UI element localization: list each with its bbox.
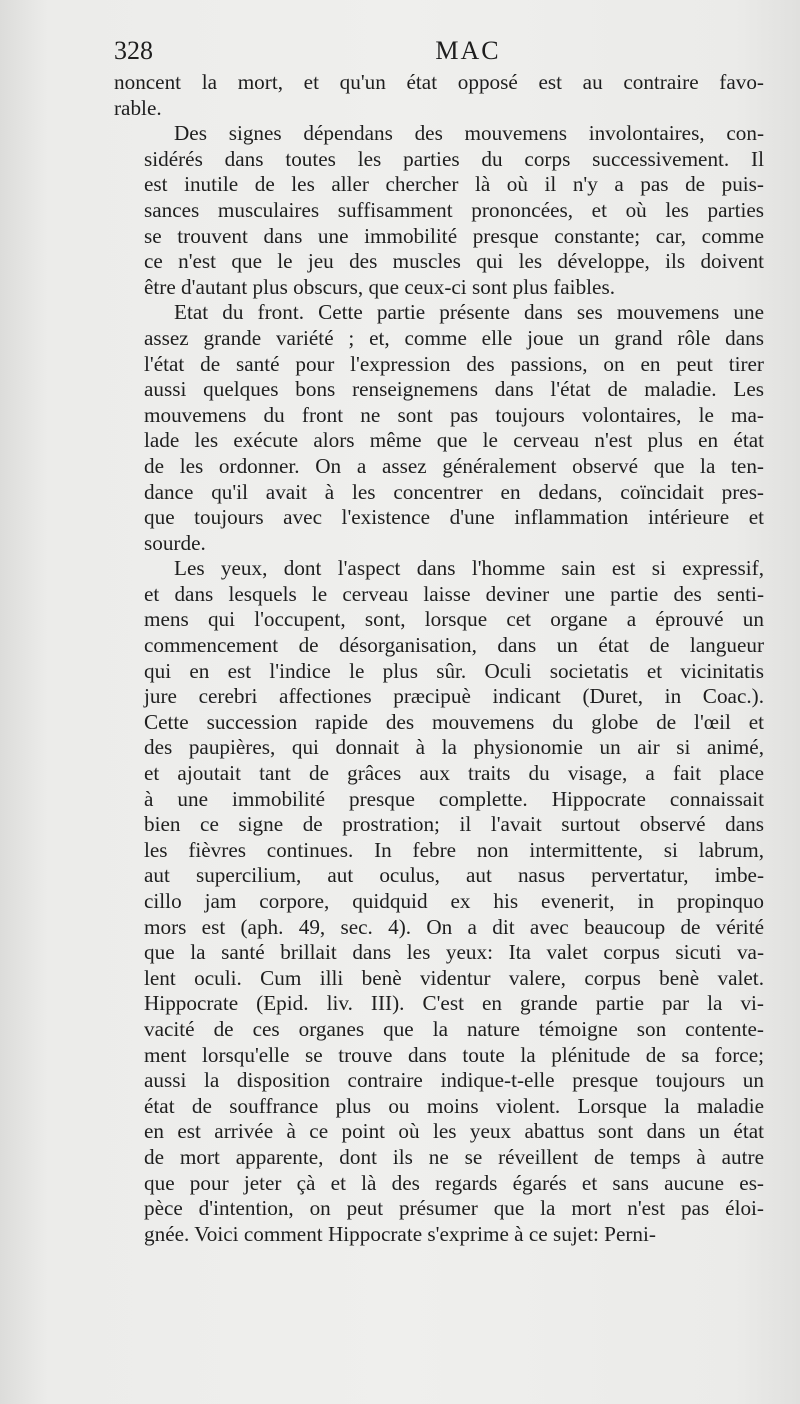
text-line: sourde. — [144, 530, 206, 555]
text-line: Cette succession rapide des mouvemens du globe de l'œil et — [144, 709, 764, 734]
text-line: sidérés dans toutes les parties du corps successivement. Il — [144, 146, 764, 171]
text-line: être d'autant plus obscurs, que ceux-ci sont plus faibles. — [144, 274, 615, 299]
running-head: MAC — [435, 36, 501, 65]
text-line: bien ce signe de prostration; il l'avait surtout observé dans — [144, 812, 764, 837]
text-line: qui en est l'indice le plus sûr. Oculi societatis et vicinitatis — [144, 658, 764, 683]
text-line: gnée. Voici comment Hippocrate s'exprime à ce sujet: Perni- — [144, 1221, 656, 1246]
text-line: que la santé brillait dans les yeux: Ita valet corpus sicuti va- — [144, 940, 764, 965]
text-line: mouvemens du front ne sont pas toujours volontaires, le ma- — [144, 402, 764, 427]
text-line: assez grande variété ; et, comme elle joue un grand rôle dans — [144, 325, 764, 350]
text-line: se trouvent dans une immobilité presque constante; car, comme — [144, 223, 764, 248]
text-line: Des signes dépendans des mouvemens involontaires, con- — [174, 121, 764, 146]
text-line: l'état de santé pour l'expression des passions, on en peut tirer — [144, 351, 764, 376]
text-line: de mort apparente, dont ils ne se réveillent de temps à autre — [144, 1144, 764, 1169]
text-line: lent oculi. Cum illi benè videntur valere, corpus benè valet. — [144, 965, 764, 990]
text-line: sances musculaires suffisamment prononcées, et où les parties — [144, 197, 764, 222]
paragraph — [114, 121, 764, 300]
text-line: Les yeux, dont l'aspect dans l'homme sain est si expressif, — [174, 556, 764, 581]
text-line: de les ordonner. On a assez généralement observé que la ten- — [144, 453, 764, 478]
text-line: que toujours avec l'existence d'une inflammation intérieure et — [144, 505, 764, 530]
text-line: en est arrivée à ce point où les yeux abattus sont dans un état — [144, 1119, 764, 1144]
body-text — [114, 70, 764, 1247]
text-line: aussi quelques bons renseignemens dans l'état de maladie. Les — [144, 377, 764, 402]
text-line: vacité de ces organes que la nature témoigne son contente- — [144, 1016, 764, 1041]
text-line: est inutile de les aller chercher là où il n'y a pas de puis- — [144, 172, 764, 197]
text-line: commencement de désorganisation, dans un état de langueur — [144, 633, 764, 658]
text-line: aussi la disposition contraire indique-t-elle presque toujours un — [144, 1068, 764, 1093]
text-line: Etat du front. Cette partie présente dans ses mouvemens une — [174, 300, 764, 325]
paragraph — [114, 300, 764, 556]
text-line: état de souffrance plus ou moins violent. Lorsque la maladie — [144, 1093, 764, 1118]
text-line: et ajoutait tant de grâces aux traits du visage, a fait place — [144, 761, 764, 786]
text-line: lade les exécute alors même que le cerveau n'est plus en état — [144, 428, 764, 453]
text-line: que pour jeter çà et là des regards égarés et sans aucune es- — [144, 1170, 764, 1195]
text-line: noncent la mort, et qu'un état opposé est au contraire favo- — [114, 70, 764, 94]
text-line: rable. — [114, 95, 162, 120]
text-line: mors est (aph. 49, sec. 4). On a dit avec beaucoup de vérité — [144, 914, 764, 939]
text-line: aut supercilium, aut oculus, aut nasus pervertatur, imbe- — [144, 863, 764, 888]
text-line: jure cerebri affectiones præcipuè indicant (Duret, in Coac.). — [144, 684, 764, 709]
text-line: ce n'est que le jeu des muscles qui les développe, ils doivent — [144, 249, 764, 274]
text-line: pèce d'intention, on peut présumer que la mort n'est pas éloi- — [144, 1196, 764, 1221]
paragraph — [114, 556, 764, 1247]
text-line: à une immobilité presque complette. Hippocrate connaissait — [144, 786, 764, 811]
text-line: Hippocrate (Epid. liv. III). C'est en grande partie par la vi- — [144, 991, 764, 1016]
paragraph — [114, 70, 764, 121]
page-header — [114, 36, 762, 70]
text-line: cillo jam corpore, quidquid ex his evenerit, in propinquo — [144, 889, 764, 913]
text-line: et dans lesquels le cerveau laisse deviner une partie des senti- — [144, 581, 764, 606]
text-line: des paupières, qui donnait à la physionomie un air si animé, — [144, 735, 764, 760]
text-line: dance qu'il avait à les concentrer en dedans, coïncidait pres- — [144, 479, 764, 504]
page-number: 328 — [114, 36, 153, 65]
text-line: les fièvres continues. In febre non intermittente, si labrum, — [144, 837, 764, 862]
text-line: ment lorsqu'elle se trouve dans toute la plénitude de sa force; — [144, 1042, 764, 1067]
text-line: mens qui l'occupent, sont, lorsque cet organe a éprouvé un — [144, 607, 764, 632]
